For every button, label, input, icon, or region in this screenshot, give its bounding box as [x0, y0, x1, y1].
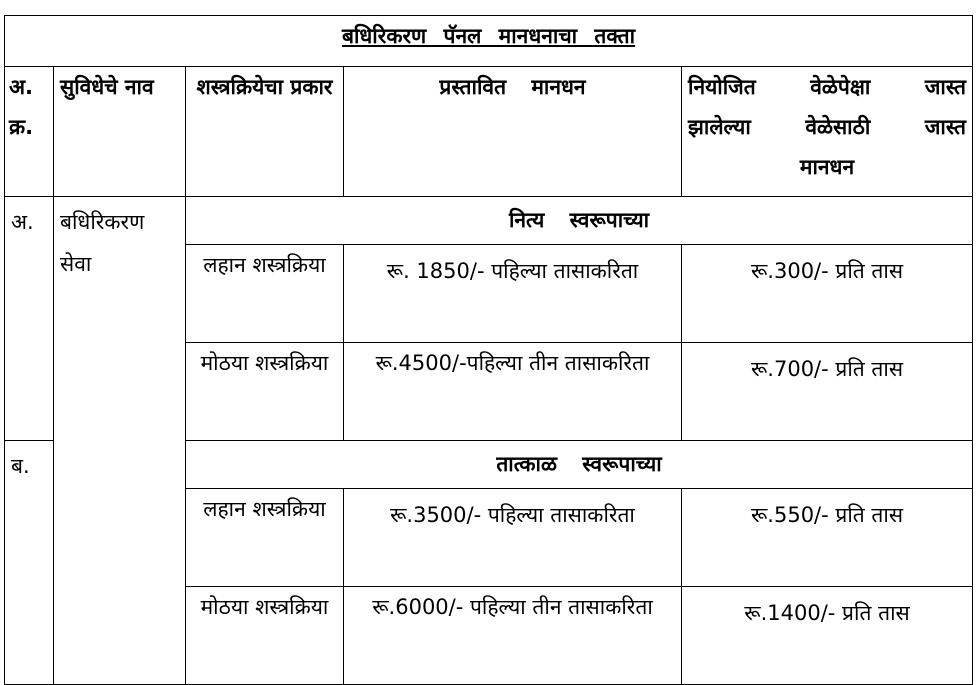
- table-title-cell: [5, 16, 973, 67]
- service-name: बधिरिकरण सेवा: [54, 197, 186, 685]
- section-serial: अ.: [5, 197, 54, 441]
- header-serial: अ. क्र.: [5, 67, 54, 197]
- proposed-fee-cell: रू.4500/-पहिल्या तीन तासाकरिता: [344, 343, 682, 441]
- header-facility: सुविधेचे नाव: [54, 67, 186, 197]
- header-extra-fee: नियोजित वेळेपेक्षा जास्त झालेल्या वेळेसाठी जास्त मानधन: [682, 67, 973, 197]
- proposed-fee-cell: रू.3500/- पहिल्या तासाकरिता: [344, 489, 682, 587]
- section-label: तात्काळ स्वरूपाच्या: [186, 441, 973, 489]
- surgery-type-cell: मोठया शस्त्रक्रिया: [186, 587, 344, 685]
- section-serial: ब.: [5, 441, 54, 685]
- section-row: [5, 197, 973, 245]
- surgery-type-cell: मोठया शस्त्रक्रिया: [186, 343, 344, 441]
- header-row: [5, 67, 973, 197]
- title-row: [5, 16, 973, 67]
- header-surgery-type: शस्त्रक्रियेचा प्रकार: [186, 67, 344, 197]
- surgery-type-cell: लहान शस्त्रक्रिया: [186, 489, 344, 587]
- extra-fee-cell: रू.300/- प्रति तास: [682, 245, 973, 343]
- extra-fee-cell: रू.550/- प्रति तास: [682, 489, 973, 587]
- fee-table: [4, 15, 973, 685]
- proposed-fee-cell: रू. 1850/- पहिल्या तासाकरिता: [344, 245, 682, 343]
- proposed-fee-cell: रू.6000/- पहिल्या तीन तासाकरिता: [344, 587, 682, 685]
- surgery-type-cell: लहान शस्त्रक्रिया: [186, 245, 344, 343]
- section-label: नित्य स्वरूपाच्या: [186, 197, 973, 245]
- table-title: बधिरिकरण पॅनल मानधनाचा तक्ता: [341, 24, 636, 48]
- extra-fee-cell: रू.1400/- प्रति तास: [682, 587, 973, 685]
- document-page: [4, 15, 973, 685]
- extra-fee-cell: रू.700/- प्रति तास: [682, 343, 973, 441]
- header-proposed-fee: प्रस्तावित मानधन: [344, 67, 682, 197]
